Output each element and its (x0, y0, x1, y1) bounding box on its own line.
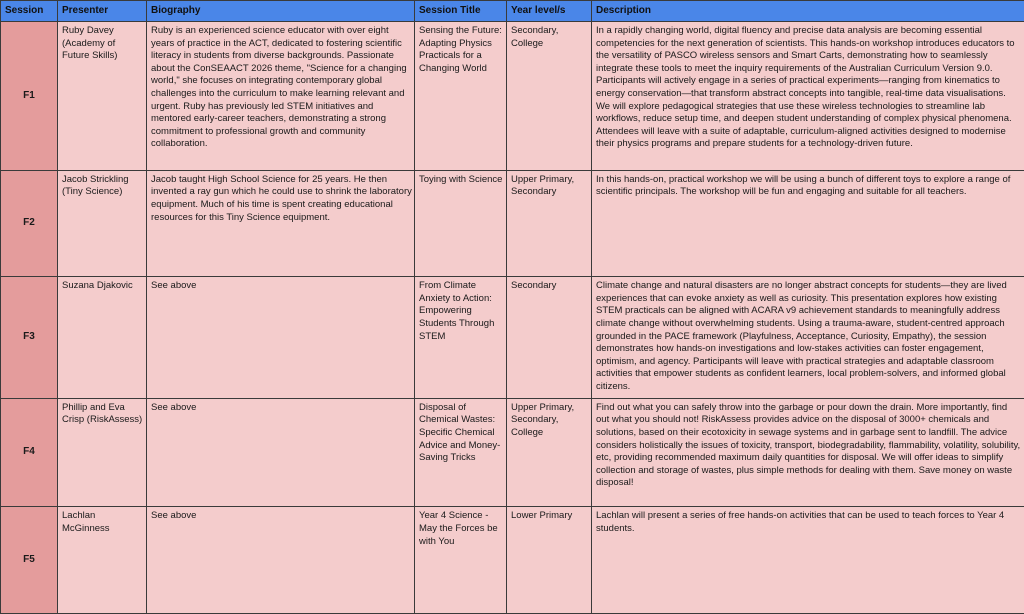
session-title-cell: Toying with Science (415, 170, 507, 277)
session-title-cell: Year 4 Science - May the Forces be with You (415, 507, 507, 614)
table-row (1, 277, 1024, 399)
presenter-cell: Ruby Davey (Academy of Future Skills) (58, 22, 147, 171)
presenter-cell: Lachlan McGinness (58, 507, 147, 614)
session-id: F3 (1, 277, 58, 399)
session-id: F4 (1, 398, 58, 507)
header-session: Session (1, 1, 58, 22)
year-level-cell: Upper Primary, Secondary, College (507, 398, 592, 507)
session-id: F2 (1, 170, 58, 277)
session-id: F1 (1, 22, 58, 171)
biography-cell: Ruby is an experienced science educator with over eight years of practice in the ACT, dedicated to fostering scientific literacy in students from diverse backgrounds. Passionate about the ConSEAACT 2026 theme, "Science for a changing world," she focuses on integrating contemporary global challenges into the curriculum to make learning relevant and urgent. Ruby has previously led STEM initiatives and mentored early-career teachers, demonstrating a strong commitment to professional growth and community collaboration. (147, 22, 415, 171)
description-cell: Climate change and natural disasters are no longer abstract concepts for students—they are lived experiences that can evoke anxiety as well as curiosity. This presentation explores how existing STEM practicals can be aligned with ACARA v9 achievement standards to meaningfully address climate change without overwhelming students. Using a trauma-aware, student-centred approach grounded in the PACE framework (Playfulness, Acceptance, Curiosity, Empathy), the session demonstrates how hands-on investigations and low-stakes activities can foster engagement, optimism, and agency. Participants will leave with practical strategies and adaptable classroom activities that empower students as confident learners, local problem-solvers, and informed global citizens. (592, 277, 1024, 399)
session-title-cell: From Climate Anxiety to Action: Empowering Students Through STEM (415, 277, 507, 399)
session-title-cell: Disposal of Chemical Wastes: Specific Chemical Advice and Money-Saving Tricks (415, 398, 507, 507)
biography-cell: See above (147, 398, 415, 507)
header-biography: Biography (147, 1, 415, 22)
table-row (1, 507, 1024, 614)
presenter-cell: Suzana Djakovic (58, 277, 147, 399)
description-cell: In this hands-on, practical workshop we will be using a bunch of different toys to explore a range of scientific principals. The workshop will be fun and engaging and suitable for all teachers. (592, 170, 1024, 277)
biography-cell: See above (147, 277, 415, 399)
presenter-cell: Jacob Strickling (Tiny Science) (58, 170, 147, 277)
description-cell: Lachlan will present a series of free hands-on activities that can be used to teach forces to Year 4 students. (592, 507, 1024, 614)
biography-cell: See above (147, 507, 415, 614)
header-year-levels: Year level/s (507, 1, 592, 22)
description-cell: Find out what you can safely throw into the garbage or pour down the drain. More importantly, find out what you should not! RiskAssess provides advice on the disposal of 3000+ chemicals and solutions, based on their ecotoxicity in sewage systems and in garbage sent to landfill. The advice considers holistically the issues of toxicity, transport, biodegradability, flammability, volatility, solubility, etc, providing recommended maximum daily quantities for disposal. We will offer ideas to simplify collection and storage of wastes, plus simple methods for dealing with them. Save money on waste disposal! (592, 398, 1024, 507)
biography-cell: Jacob taught High School Science for 25 years. He then invented a ray gun which he could use to shrink the laboratory equipment. Much of his time is spent creating educational resources for this Tiny Science equipment. (147, 170, 415, 277)
header-session-title: Session Title (415, 1, 507, 22)
table-row (1, 170, 1024, 277)
year-level-cell: Secondary, College (507, 22, 592, 171)
header-description: Description (592, 1, 1024, 22)
year-level-cell: Upper Primary, Secondary (507, 170, 592, 277)
session-id: F5 (1, 507, 58, 614)
table-row (1, 398, 1024, 507)
header-presenter: Presenter (58, 1, 147, 22)
presenter-cell: Phillip and Eva Crisp (RiskAssess) (58, 398, 147, 507)
year-level-cell: Lower Primary (507, 507, 592, 614)
session-title-cell: Sensing the Future: Adapting Physics Practicals for a Changing World (415, 22, 507, 171)
year-level-cell: Secondary (507, 277, 592, 399)
description-cell: In a rapidly changing world, digital fluency and precise data analysis are becoming essential competencies for the next generation of scientists. This hands-on workshop introduces educators to the versatility of PASCO wireless sensors and Smart Carts, demonstrating how to seamlessly integrate these tools to meet the inquiry requirements of the Australian Curriculum Version 9.0. Participants will actively engage in a series of practical experiments—ranging from kinematics to energy conservation—that transform abstract concepts into tangible, real-time data visualisations. We will explore pedagogical strategies that use these wireless technologies to streamline lab workflows, reduce setup time, and deepen student understanding of complex physical phenomena. Attendees will leave with a suite of adaptable, curriculum-aligned activities designed to modernise their physics programs and prepare students for a technology-driven future. (592, 22, 1024, 171)
table-row (1, 22, 1024, 171)
header-row (1, 1, 1024, 22)
